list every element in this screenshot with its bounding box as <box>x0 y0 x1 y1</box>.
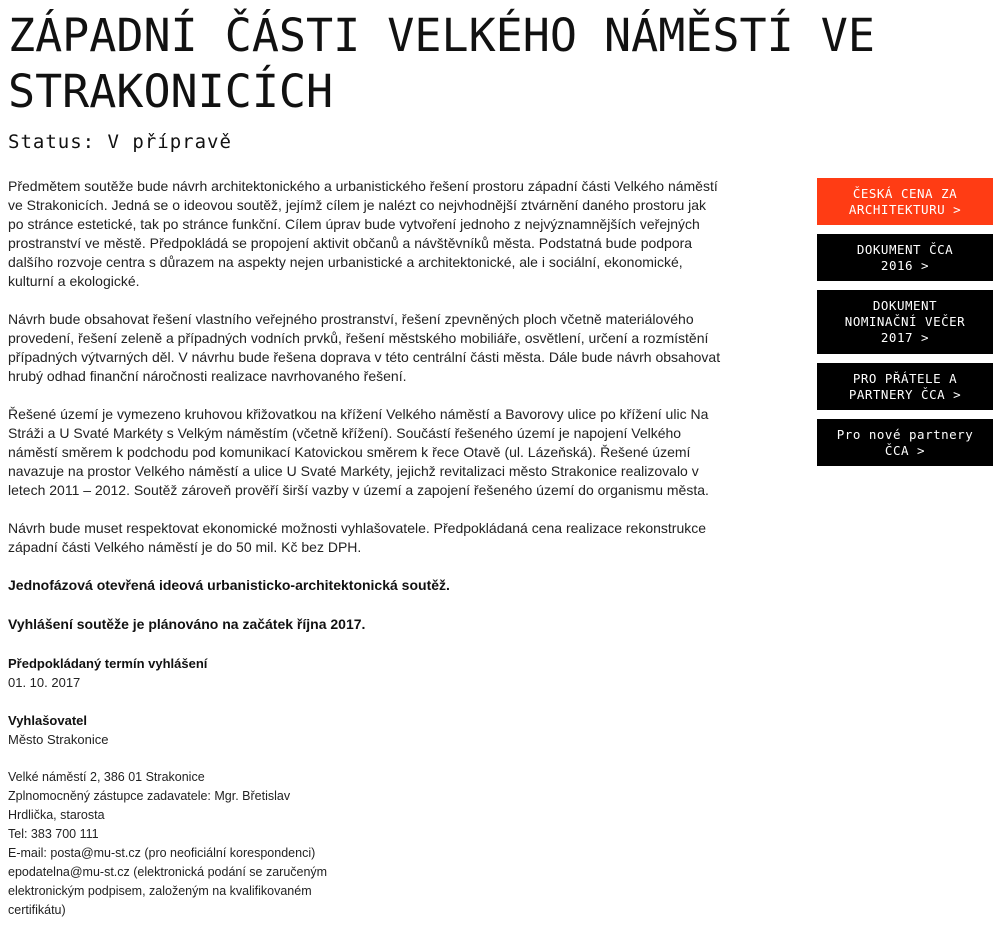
date-label: Předpokládaný termín vyhlášení <box>8 656 208 671</box>
announcer <box>8 711 723 749</box>
paragraph-intro: Předmětem soutěže bude návrh architektonického a urbanistického řešení prostoru západní části Velkého náměstí ve Strakonicích. Jedná se o ideovou soutěž, jejímž cílem je nalézt co nejvhodnější ztvárnění daného prostoru jak po stránce estetické, tak po stránce funkční. Cílem úprav bude vytvoření jednoho z nejvýznamnějších veřejných prostranství ve městě. Předpokládá se propojení aktivit občanů a návštěvníků města. Podstatná bude podpora dalšího rozvoje centra s důrazem na aspekty nejen urbanistické a architektonické, ale i sociální, ekonomické, kulturní a ekologické. <box>8 178 718 289</box>
contact-epodatelna-note-end: certifikátu) <box>8 903 66 917</box>
main-content <box>8 177 723 920</box>
document-2016-label: DOKUMENT ČCA 2016 > <box>856 241 954 273</box>
sidebar-links <box>817 178 993 475</box>
document-2016-button[interactable] <box>817 234 993 281</box>
contact-email-link[interactable]: E-mail: posta@mu-st.cz (pro neoficiální korespondenci) <box>8 846 316 860</box>
contact-representative-cont: Hrdlička, starosta <box>8 808 105 822</box>
new-partners-label: Pro nové partnery ČCA > <box>836 426 974 458</box>
contact-block <box>8 768 368 920</box>
friends-partners-label: PRO PŘÁTELE A PARTNERY ČCA > <box>848 370 962 402</box>
nomination-evening-2017-button[interactable] <box>817 290 993 354</box>
czech-architecture-award-label: ČESKÁ CENA ZA ARCHITEKTURU > <box>848 185 962 217</box>
status-text: Status: V přípravě <box>8 131 232 153</box>
paragraph-scope: Návrh bude obsahovat řešení vlastního veřejného prostranství, řešení zpevněných ploch včetně materiálového provedení, řešení zeleně a případných vodních prvků, řešení městského mobiliáře, osvětlení, určení a rozmístění případných výtvarných děl. V návrhu bude řešena doprava v této centrální části města. Dále bude návrh obsahovat hrubý odhad finanční náročnosti realizace navrhovaného řešení. <box>8 311 721 384</box>
contact-epodatelna-link[interactable]: epodatelna@mu-st.cz (elektronická podání se zaručeným <box>8 865 328 879</box>
nomination-evening-2017-label: DOKUMENT NOMINAČNÍ VEČER 2017 > <box>844 298 966 345</box>
czech-architecture-award-button[interactable] <box>817 178 993 225</box>
competition-type: Jednofázová otevřená ideová urbanisticko-architektonická soutěž. <box>8 577 450 593</box>
page-title: ZÁPADNÍ ČÁSTI VELKÉHO NÁMĚSTÍ VE STRAKONICÍCH <box>8 9 875 118</box>
friends-partners-button[interactable] <box>817 363 993 410</box>
contact-representative: Zplnomocněný zástupce zadavatele: Mgr. Břetislav <box>8 789 291 803</box>
announcement-date <box>8 654 723 692</box>
announcer-label: Vyhlašovatel <box>8 713 88 728</box>
contact-phone: Tel: 383 700 111 <box>8 827 99 841</box>
announcer-value: Město Strakonice <box>8 732 109 747</box>
paragraph-budget: Návrh bude muset respektovat ekonomické možnosti vyhlašovatele. Předpokládaná cena realizace rekonstrukce západní části Velkého náměstí je do 50 mil. Kč bez DPH. <box>8 520 707 555</box>
date-value: 01. 10. 2017 <box>8 675 81 690</box>
new-partners-button[interactable] <box>817 419 993 466</box>
paragraph-area: Řešené území je vymezeno kruhovou křižovatkou na křížení Velkého náměstí a Bavorovy ulice po křížení ulic Na Stráži a U Svaté Markéty s Velkým náměstím (včetně křížení). Součástí řešeného území je napojení Velkého náměstí směrem k podchodu pod komunikací Katovickou směrem k řece Otavě (ul. Lázeňská). Řešené území navazuje na prostor Velkého náměstí a ulice U Svaté Markéty, jejichž revitalizaci město Strakonice realizovalo v letech 2011 – 2012. Soutěž zároveň prověří širší vazby v území a zapojení řešeného území do organismu města. <box>8 406 709 498</box>
contact-address: Velké náměstí 2, 386 01 Strakonice <box>8 770 205 784</box>
contact-epodatelna-note: elektronickým podpisem, založeným na kvalifikovaném <box>8 884 312 898</box>
announcement-plan: Vyhlášení soutěže je plánováno na začátek října 2017. <box>8 616 366 632</box>
